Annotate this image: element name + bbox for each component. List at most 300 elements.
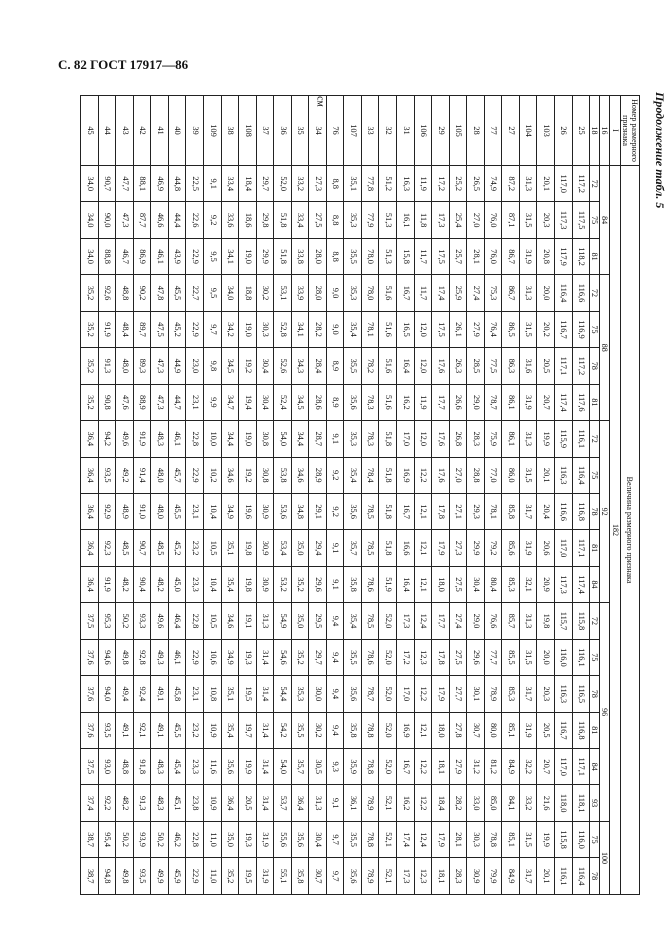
table-cell: 33,4 (291, 202, 309, 238)
table-cell: 35,5 (344, 639, 362, 675)
table-cell: 16,7 (397, 749, 415, 785)
table-cell: 51,3 (379, 202, 397, 238)
table-cell: 84,1 (502, 785, 520, 821)
table-cell: 16,5 (397, 311, 415, 347)
table-cell: 22,8 (186, 603, 204, 639)
table-cell: 25,2 (449, 166, 467, 202)
table-cell: 49,1 (151, 712, 169, 748)
table-cell: 35,4 (221, 566, 239, 602)
table-cell: 27,9 (449, 749, 467, 785)
table-cell: 86,3 (502, 348, 520, 384)
table-cell: 31,6 (519, 348, 537, 384)
table-cell: 35,6 (344, 858, 362, 895)
table-cell: 16,2 (397, 384, 415, 420)
table-cell: 16,1 (397, 202, 415, 238)
table-cell: 87,2 (502, 166, 520, 202)
table-cell: 91,3 (133, 785, 151, 821)
table-cell: 10,8 (204, 676, 222, 712)
row-number-cell: 104 (519, 96, 537, 166)
table-cell: 8,8 (326, 166, 344, 202)
table-cell: 31,5 (519, 202, 537, 238)
table-cell: 34,4 (221, 421, 239, 457)
table-cell: 78,0 (361, 238, 379, 274)
table-cell: 35,1 (221, 676, 239, 712)
table-cell: 34,0 (81, 166, 99, 202)
table-cell: 28,7 (309, 421, 327, 457)
table-cell: 78,1 (484, 493, 502, 529)
table-cell: 9,1 (204, 166, 222, 202)
table-cell: 10,4 (204, 566, 222, 602)
table-cell: 52,0 (379, 712, 397, 748)
table-cell: 30,4 (256, 384, 274, 420)
table-cell: 78,3 (361, 384, 379, 420)
table-cell: 35,4 (344, 603, 362, 639)
table-row (133, 96, 151, 895)
table-cell: 35,0 (291, 530, 309, 566)
table-cell: 87,7 (133, 202, 151, 238)
table-cell: 22,9 (186, 858, 204, 895)
table-cell: 116,1 (572, 421, 590, 457)
row-number-cell: 108 (239, 96, 257, 166)
table-cell: 33,4 (221, 166, 239, 202)
table-cell: 34,7 (221, 384, 239, 420)
table-cell: 78,3 (361, 421, 379, 457)
table-cell: 18,4 (239, 166, 257, 202)
table-cell: 78,9 (361, 785, 379, 821)
table-row (204, 96, 222, 895)
header-subgroup: 81 (590, 238, 600, 274)
table-cell: 45,0 (168, 566, 186, 602)
table-cell: 78,5 (361, 530, 379, 566)
table-cell: 48,2 (116, 785, 134, 821)
table-cell: 27,1 (449, 493, 467, 529)
header-group: 84 (600, 166, 610, 275)
table-cell: 117,1 (572, 530, 590, 566)
table-cell: 11,6 (204, 749, 222, 785)
table-cell: 19,1 (239, 603, 257, 639)
table-cell: 47,3 (116, 202, 134, 238)
table-cell: 78,6 (361, 566, 379, 602)
table-cell: 75,3 (484, 275, 502, 311)
table-cell: 17,3 (397, 858, 415, 895)
table-cell: 46,6 (151, 202, 169, 238)
table-cell: 115,9 (554, 421, 572, 457)
table-cell: 50,2 (151, 821, 169, 857)
table-cell: 52,4 (274, 384, 292, 420)
table-cell: 35,6 (221, 749, 239, 785)
table-cell: 22,9 (186, 639, 204, 675)
table-cell: 116,7 (554, 712, 572, 748)
row-number-cell: 38 (221, 96, 239, 166)
table-cell: 91,3 (98, 348, 116, 384)
table-cell: 19,9 (537, 421, 555, 457)
table-cell: 23,1 (186, 493, 204, 529)
table-cell: 35,5 (291, 712, 309, 748)
table-cell: 29,0 (467, 603, 485, 639)
header-subgroup: 78 (590, 858, 600, 895)
table-cell: 115,8 (572, 603, 590, 639)
table-cell: 87,1 (502, 202, 520, 238)
table-row (274, 96, 292, 895)
table-cell: 22,6 (186, 202, 204, 238)
table-cell: 55,1 (274, 858, 292, 895)
table-cell: 86,7 (502, 238, 520, 274)
table-cell: 94,2 (98, 421, 116, 457)
table-cell: 36,4 (81, 530, 99, 566)
table-cell: 25,4 (449, 202, 467, 238)
table-cell: 11,0 (204, 858, 222, 895)
header-group: 100 (600, 821, 610, 894)
table-cell: 54,2 (274, 712, 292, 748)
table-cell: 79,9 (484, 858, 502, 895)
table-cell: 28,6 (309, 384, 327, 420)
table-cell: 47,3 (151, 384, 169, 420)
table-cell: 47,5 (151, 311, 169, 347)
table-cell: 9,2 (326, 493, 344, 529)
table-cell: 51,6 (379, 275, 397, 311)
table-cell: 34,3 (291, 348, 309, 384)
table-row (239, 96, 257, 895)
table-cell: 93,5 (133, 858, 151, 895)
table-cell: 35,7 (291, 749, 309, 785)
table-cell: 48,9 (116, 493, 134, 529)
table-cell: 33,6 (221, 202, 239, 238)
table-cell: 22,7 (186, 275, 204, 311)
table-cell: 49,6 (151, 603, 169, 639)
table-cell: 53,6 (274, 493, 292, 529)
table-cell: 46,4 (168, 603, 186, 639)
table-cell: 85,5 (502, 639, 520, 675)
table-cell: 10,2 (204, 457, 222, 493)
table-cell: 16,2 (397, 785, 415, 821)
table-container (80, 95, 640, 895)
table-cell: 45,4 (168, 749, 186, 785)
header-group-182: 182 (610, 166, 620, 895)
table-cell: 80,0 (484, 712, 502, 748)
table-cell: 29,4 (309, 530, 327, 566)
table-cell: 10,5 (204, 603, 222, 639)
table-cell: 23,8 (186, 785, 204, 821)
table-cell: 51,8 (379, 421, 397, 457)
table-cell: 31,3 (309, 785, 327, 821)
table-cell: 117,0 (554, 530, 572, 566)
row-number-cell: 106 (414, 96, 432, 166)
table-cell: 78,7 (361, 676, 379, 712)
table-cell: 17,7 (432, 603, 450, 639)
table-cell: 48,8 (116, 749, 134, 785)
table-cell: 31,4 (256, 639, 274, 675)
table-cell: 12,2 (414, 676, 432, 712)
table-cell: 94,0 (98, 676, 116, 712)
table-cell: 31,7 (519, 858, 537, 895)
table-cell: 29,9 (467, 530, 485, 566)
table-cell: 30,0 (309, 676, 327, 712)
table-cell: 22,8 (186, 821, 204, 857)
table-cell: 84,9 (502, 749, 520, 785)
table-row (256, 96, 274, 895)
table-cell: 19,3 (239, 821, 257, 857)
table-cell: 19,8 (239, 566, 257, 602)
table-cell: 34,0 (81, 238, 99, 274)
table-cell: 95,3 (98, 603, 116, 639)
table-cell: 51,8 (379, 493, 397, 529)
table-cell: 22,9 (186, 238, 204, 274)
table-cell: 117,2 (572, 348, 590, 384)
table-row (116, 96, 134, 895)
table-cell: 26,6 (449, 384, 467, 420)
table-cell: 17,5 (432, 311, 450, 347)
table-cell: 16,7 (397, 275, 415, 311)
table-cell: 35,2 (291, 639, 309, 675)
header-subgroup: 75 (590, 202, 600, 238)
table-cell: 37,5 (81, 749, 99, 785)
table-cell: 35,2 (81, 384, 99, 420)
table-cell: 31,9 (519, 238, 537, 274)
table-cell: 20,1 (537, 457, 555, 493)
row-number-cell: 32 (379, 96, 397, 166)
table-cell: 23,2 (186, 712, 204, 748)
table-cell: 50,2 (116, 603, 134, 639)
table-cell: 18,1 (432, 858, 450, 895)
table-cell: 28,3 (449, 858, 467, 895)
table-cell: 53,4 (274, 530, 292, 566)
table-cell: 49,8 (116, 858, 134, 895)
table-cell: 20,4 (537, 493, 555, 529)
table-cell: 30,7 (467, 712, 485, 748)
table-cell: 19,6 (239, 493, 257, 529)
table-cell: 35,2 (291, 566, 309, 602)
table-cell: 9,7 (204, 311, 222, 347)
table-cell: 20,5 (239, 785, 257, 821)
table-cell: 47,7 (116, 166, 134, 202)
table-cell: 48,3 (151, 421, 169, 457)
table-cell: 10,5 (204, 530, 222, 566)
table-cell: 31,3 (519, 275, 537, 311)
table-cell: 28,4 (309, 348, 327, 384)
table-cell: 30,2 (309, 712, 327, 748)
table-cell: 86,9 (133, 238, 151, 274)
table-cell: 80,4 (484, 566, 502, 602)
table-cell: 31,9 (256, 858, 274, 895)
table-cell: 12,2 (414, 785, 432, 821)
table-cell: 9,7 (326, 821, 344, 857)
table-cell: 17,3 (432, 202, 450, 238)
table-cell: 52,0 (379, 603, 397, 639)
table-cell: 35,6 (291, 821, 309, 857)
table-cell: 37,6 (81, 639, 99, 675)
table-cell: 17,9 (432, 821, 450, 857)
header-subgroup: 78 (590, 493, 600, 529)
table-cell: 31,9 (519, 530, 537, 566)
table-cell: 31,5 (519, 311, 537, 347)
row-number-cell: 41 (151, 96, 169, 166)
table-cell: 9,7 (326, 858, 344, 895)
table-cell: 20,1 (537, 858, 555, 895)
table-row (432, 96, 450, 895)
row-number-cell: 34 (309, 96, 327, 166)
table-cell: 23,2 (186, 530, 204, 566)
row-number-cell: 40 (168, 96, 186, 166)
table-cell: 27,8 (449, 712, 467, 748)
table-cell: 29,6 (467, 639, 485, 675)
table-cell: 35,6 (344, 676, 362, 712)
table-cell: 31,3 (519, 421, 537, 457)
table-cell: 52,0 (379, 639, 397, 675)
header-col-16: 16 (600, 96, 610, 166)
unit-label: см (314, 96, 326, 107)
table-cell: 9,5 (204, 238, 222, 274)
table-cell: 29,1 (309, 493, 327, 529)
table-cell: 25,7 (449, 238, 467, 274)
table-cell: 10,4 (204, 493, 222, 529)
table-cell: 116,0 (572, 821, 590, 857)
table-cell: 11,9 (414, 384, 432, 420)
table-cell: 46,2 (168, 821, 186, 857)
table-cell: 93,9 (133, 821, 151, 857)
table-cell: 85,8 (502, 493, 520, 529)
table-cell: 35,8 (344, 566, 362, 602)
table-cell: 49,4 (116, 676, 134, 712)
table-cell: 92,9 (98, 493, 116, 529)
table-cell: 115,7 (554, 603, 572, 639)
table-row (291, 96, 309, 895)
table-cell: 29,3 (467, 493, 485, 529)
table-cell: 16,7 (397, 493, 415, 529)
table-cell: 8,8 (326, 202, 344, 238)
table-cell: 30,3 (256, 311, 274, 347)
table-cell: 18,1 (432, 749, 450, 785)
table-cell: 78,7 (484, 384, 502, 420)
table-cell: 19,8 (239, 530, 257, 566)
table-cell: 118,0 (554, 785, 572, 821)
table-cell: 91,8 (133, 749, 151, 785)
header-subgroup: 93 (590, 785, 600, 821)
table-cell: 51,6 (379, 384, 397, 420)
table-cell: 8,9 (326, 348, 344, 384)
table-cell: 116,3 (554, 676, 572, 712)
table-cell: 48,3 (151, 749, 169, 785)
table-cell: 86,1 (502, 384, 520, 420)
header-subgroup: 72 (590, 166, 600, 202)
table-cell: 9,4 (326, 712, 344, 748)
row-number-cell: 37 (256, 96, 274, 166)
table-cell: 92,2 (98, 785, 116, 821)
table-cell: 28,0 (309, 238, 327, 274)
table-cell: 77,7 (484, 639, 502, 675)
table-cell: 12,3 (414, 858, 432, 895)
table-cell: 52,8 (274, 311, 292, 347)
table-cell: 44,9 (168, 348, 186, 384)
table-cell: 17,2 (397, 639, 415, 675)
table-cell: 17,3 (397, 603, 415, 639)
table-cell: 50,2 (116, 821, 134, 857)
table-cell: 27,0 (449, 457, 467, 493)
table-cell: 22,5 (186, 166, 204, 202)
table-cell: 35,8 (291, 858, 309, 895)
table-cell: 22,9 (186, 311, 204, 347)
header-subgroup: 72 (590, 275, 600, 311)
table-cell: 20,8 (537, 238, 555, 274)
row-number-cell: 103 (537, 96, 555, 166)
table-cell: 90,8 (98, 384, 116, 420)
table-cell: 19,5 (239, 858, 257, 895)
table-cell: 34,2 (221, 311, 239, 347)
table-cell: 34,6 (221, 457, 239, 493)
table-cell: 52,0 (379, 676, 397, 712)
table-cell: 51,6 (379, 348, 397, 384)
table-cell: 33,2 (519, 785, 537, 821)
table-cell: 35,2 (221, 858, 239, 895)
header-col-18: 18 (590, 96, 600, 166)
table-cell: 116,6 (572, 275, 590, 311)
table-cell: 45,5 (168, 493, 186, 529)
table-cell: 26,8 (449, 421, 467, 457)
table-cell: 9,9 (204, 384, 222, 420)
table-cell: 9,0 (326, 275, 344, 311)
row-number-cell: 39 (186, 96, 204, 166)
table-cell: 117,2 (572, 166, 590, 202)
table-cell: 91,9 (133, 421, 151, 457)
table-cell: 29,5 (309, 603, 327, 639)
row-number-cell: 28 (467, 96, 485, 166)
table-cell: 33,9 (291, 275, 309, 311)
table-cell: 31,3 (256, 603, 274, 639)
table-cell: 19,8 (537, 603, 555, 639)
table-cell: 95,4 (98, 821, 116, 857)
table-cell: 20,3 (537, 202, 555, 238)
table-cell: 116,1 (572, 639, 590, 675)
table-cell: 10,6 (204, 639, 222, 675)
table-cell: 84,9 (502, 858, 520, 895)
table-cell: 33,0 (467, 785, 485, 821)
table-cell: 36,4 (291, 785, 309, 821)
table-cell: 12,1 (414, 712, 432, 748)
table-cell: 49,9 (151, 858, 169, 895)
table-cell: 30,8 (256, 421, 274, 457)
table-cell: 26,5 (467, 166, 485, 202)
row-number-cell: 42 (133, 96, 151, 166)
table-cell: 48,4 (116, 311, 134, 347)
table-cell: 116,4 (572, 457, 590, 493)
table-cell: 35,3 (344, 202, 362, 238)
table-cell: 17,8 (432, 493, 450, 529)
table-row (168, 96, 186, 895)
table-row (519, 96, 537, 895)
table-row (151, 96, 169, 895)
table-cell: 35,2 (81, 311, 99, 347)
table-cell: 45,7 (168, 457, 186, 493)
data-table (80, 95, 640, 895)
table-cell: 12,4 (414, 603, 432, 639)
table-cell: 19,2 (239, 457, 257, 493)
table-cell: 34,6 (291, 457, 309, 493)
table-cell: 86,0 (502, 457, 520, 493)
table-cell: 34,1 (291, 311, 309, 347)
table-cell: 12,0 (414, 348, 432, 384)
table-cell: 49,1 (151, 676, 169, 712)
table-cell: 34,6 (221, 603, 239, 639)
table-cell: 19,2 (239, 348, 257, 384)
table-cell: 30,2 (256, 275, 274, 311)
table-cell: 9,2 (204, 202, 222, 238)
table-cell: 93,5 (98, 457, 116, 493)
table-cell: 36,4 (81, 493, 99, 529)
table-cell: 78,4 (361, 457, 379, 493)
table-cell: 116,3 (554, 457, 572, 493)
table-cell: 12,1 (414, 530, 432, 566)
table-cell: 35,2 (81, 348, 99, 384)
table-cell: 17,7 (432, 384, 450, 420)
